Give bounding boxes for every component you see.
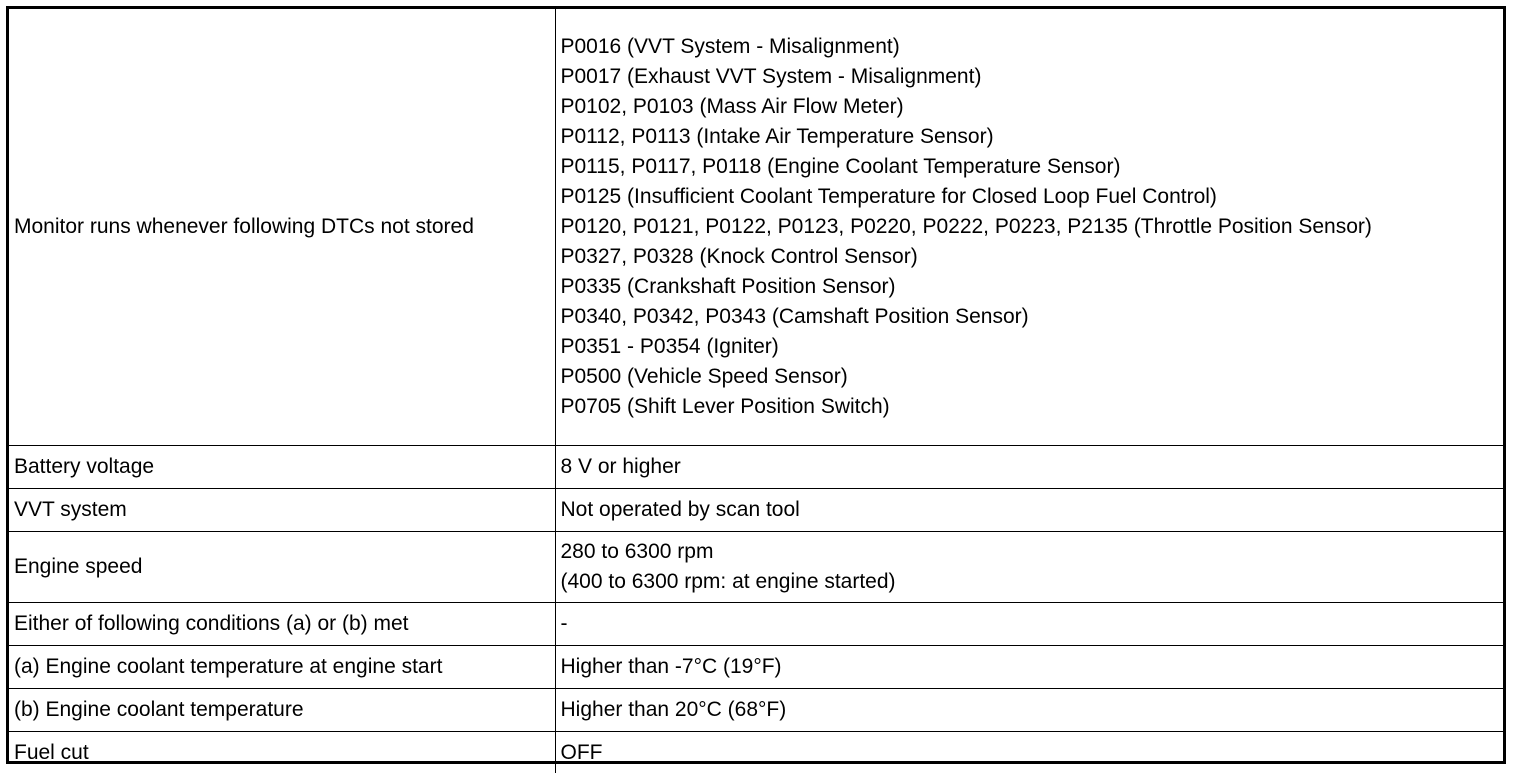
table-row	[9, 446, 1503, 489]
condition-cell: (b) Engine coolant temperature	[9, 689, 555, 732]
condition-cell: (a) Engine coolant temperature at engine start	[9, 646, 555, 689]
table-row	[9, 9, 1503, 446]
value-cell	[555, 532, 1503, 603]
value-cell	[555, 446, 1503, 489]
condition-cell: VVT system	[9, 489, 555, 532]
dtc-line: P0125 (Insufficient Coolant Temperature for Closed Loop Fuel Control)	[561, 182, 1499, 212]
dtc-line: P0500 (Vehicle Speed Sensor)	[561, 362, 1499, 392]
table-row	[9, 732, 1503, 773]
table-row	[9, 489, 1503, 532]
dtc-line: P0120, P0121, P0122, P0123, P0220, P0222, P0223, P2135 (Throttle Position Sensor)	[561, 212, 1499, 242]
value-line: 280 to 6300 rpm	[561, 537, 1499, 567]
value-line: Higher than -7°C (19°F)	[561, 652, 1499, 682]
dtc-line: P0102, P0103 (Mass Air Flow Meter)	[561, 92, 1499, 122]
dtc-line: P0016 (VVT System - Misalignment)	[561, 32, 1499, 62]
conditions-table-frame	[6, 6, 1506, 764]
value-cell	[555, 689, 1503, 732]
value-line: (400 to 6300 rpm: at engine started)	[561, 567, 1499, 597]
value-cell	[555, 489, 1503, 532]
value-line: Higher than 20°C (68°F)	[561, 695, 1499, 725]
table-row	[9, 646, 1503, 689]
condition-cell: Monitor runs whenever following DTCs not stored	[9, 9, 555, 446]
value-cell	[555, 603, 1503, 646]
dtc-line: P0351 - P0354 (Igniter)	[561, 332, 1499, 362]
dtc-line: P0017 (Exhaust VVT System - Misalignment)	[561, 62, 1499, 92]
table-row	[9, 689, 1503, 732]
dtc-line: P0115, P0117, P0118 (Engine Coolant Temperature Sensor)	[561, 152, 1499, 182]
value-line: -	[561, 609, 1499, 639]
dtc-line: P0112, P0113 (Intake Air Temperature Sensor)	[561, 122, 1499, 152]
value-line: 8 V or higher	[561, 452, 1499, 482]
dtc-line: P0705 (Shift Lever Position Switch)	[561, 392, 1499, 422]
monitor-conditions-table	[9, 9, 1503, 773]
value-cell	[555, 9, 1503, 446]
value-line: OFF	[561, 738, 1499, 768]
value-line: Not operated by scan tool	[561, 495, 1499, 525]
value-cell	[555, 732, 1503, 773]
table-row	[9, 603, 1503, 646]
value-cell	[555, 646, 1503, 689]
condition-cell: Either of following conditions (a) or (b) met	[9, 603, 555, 646]
dtc-line: P0340, P0342, P0343 (Camshaft Position Sensor)	[561, 302, 1499, 332]
dtc-line: P0335 (Crankshaft Position Sensor)	[561, 272, 1499, 302]
condition-cell: Fuel cut	[9, 732, 555, 773]
dtc-line: P0327, P0328 (Knock Control Sensor)	[561, 242, 1499, 272]
table-row	[9, 532, 1503, 603]
condition-cell: Engine speed	[9, 532, 555, 603]
condition-cell: Battery voltage	[9, 446, 555, 489]
